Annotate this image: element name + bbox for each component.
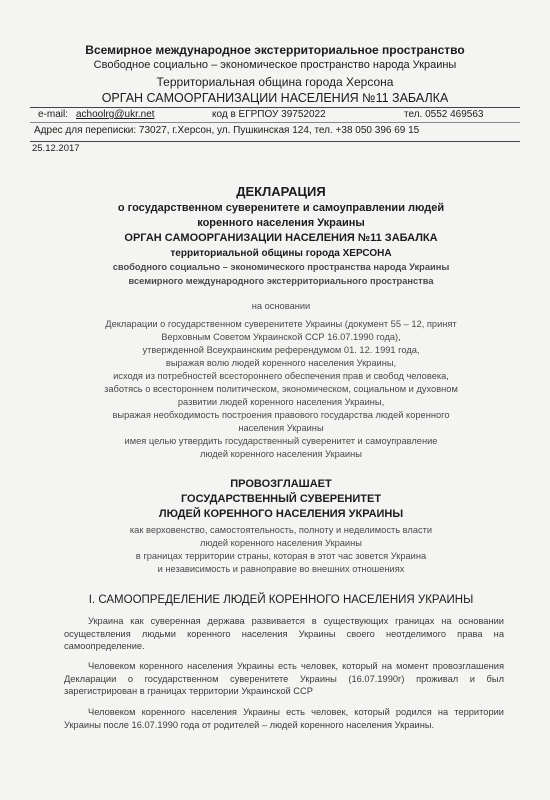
proclaim-line-5: людей коренного населения Украины (200, 538, 362, 548)
proclaim-line-7: и независимость и равноправие во внешних отношениях (157, 564, 405, 574)
proclaim-line-2: ГОСУДАРСТВЕННЫЙ СУВЕРЕНИТЕТ (180, 493, 382, 505)
email-link[interactable]: achoolrg@ukr.net (76, 109, 155, 120)
basis-line-4: выражая волю людей коренного населения Украины, (165, 358, 397, 368)
title-line-4: ОРГАН САМООРГАНИЗАЦИИ НАСЕЛЕНИЯ №11 ЗАБАЛКА (124, 232, 438, 244)
basis-line-10: имея целью утвердить государственный суверенитет и самоуправление (124, 436, 438, 446)
proclaim-line-6: в границах территории страны, которая в этот час зовется Украина (135, 551, 427, 561)
section-1-paragraph-3 (64, 706, 504, 731)
address-divider (30, 141, 520, 142)
title-line-2: о государственном суверенитете и самоуправлении людей (117, 202, 445, 214)
basis-line-3: утвержденной Всеукраинским референдумом 01. 12. 1991 года, (142, 345, 420, 355)
postal-address: Адрес для переписки: 73027, г.Херсон, ул. Пушкинская 124, тел. +38 050 396 69 15 (34, 125, 420, 136)
basis-line-2: Верховным Советом Украинской ССР 16.07.1990 года), (161, 332, 401, 342)
basis-line-9: населения Украины (238, 423, 324, 433)
header-line-1: Всемирное международное экстерриториальное пространство (85, 43, 465, 57)
header-divider (30, 107, 520, 108)
proclaim-heading: ПРОВОЗГЛАШАЕТ (230, 478, 332, 490)
document-title: ДЕКЛАРАЦИЯ (236, 184, 326, 199)
basis-line-11: людей коренного населения Украины (200, 449, 362, 459)
section-1-heading: I. САМООПРЕДЕЛЕНИЕ ЛЮДЕЙ КОРЕННОГО НАСЕЛЕНИЯ УКРАИНЫ (88, 594, 474, 606)
document-date: 25.12.2017 (32, 143, 80, 154)
header-line-3: Территориальная община города Херсона (156, 75, 394, 89)
proclaim-line-3: ЛЮДЕЙ КОРЕННОГО НАСЕЛЕНИЯ УКРАИНЫ (158, 508, 404, 520)
basis-line-7: развитии людей коренного населения Украины, (177, 397, 385, 407)
paragraph-text: Человеком коренного населения Украины есть человек, который на момент провозглашения Декларации о государственном суверенитете Украины (16.07.1990г) проживал и был зарегистрирован в границах территории Украинской ССР (64, 661, 504, 696)
email-label: e-mail: (38, 109, 69, 120)
section-1-paragraph-1 (64, 615, 504, 653)
paragraph-text: Человеком коренного населения Украины есть человек, который родился на территории Украины после 16.07.1990 года от родителей – людей коренного населения Украины. (64, 707, 504, 730)
title-line-6: свободного социально – экономического пространства народа Украины (112, 262, 450, 272)
basis-line-1: Декларации о государственном суверенитете Украины (документ 55 – 12, принят (105, 319, 457, 329)
title-line-5: территориальной общины города ХЕРСОНА (170, 248, 392, 259)
contact-divider (30, 122, 520, 123)
phone-number: тел. 0552 469563 (404, 109, 484, 120)
title-line-7: всемирного международного экстерриториального пространства (128, 276, 434, 286)
proclaim-line-4: как верховенство, самостоятельность, полноту и неделимость власти (129, 525, 433, 535)
basis-line-6: заботясь о всестороннем политическом, экономическом, социальном и духовном (104, 384, 458, 394)
egrpou-code: код в ЕГРПОУ 39752022 (212, 109, 326, 120)
basis-line-8: выражая необходимость построения правового государства людей коренного (112, 410, 450, 420)
basis-line-5: исходя из потребностей всестороннего обеспечения прав и свобод человека, (113, 371, 449, 381)
title-line-3: коренного населения Украины (197, 217, 365, 229)
header-line-2: Свободное социально – экономическое пространство народа Украины (93, 59, 457, 71)
paragraph-text: Украина как суверенная держава развивается в существующих границах на основании осуществления людьми коренного населения Украины своего неотделимого права на самоопределение. (64, 616, 504, 651)
section-1-paragraph-2 (64, 660, 504, 698)
basis-intro: на основании (251, 301, 311, 311)
header-line-4: ОРГАН САМООРГАНИЗАЦИИ НАСЕЛЕНИЯ №11 ЗАБАЛКА (101, 91, 449, 105)
